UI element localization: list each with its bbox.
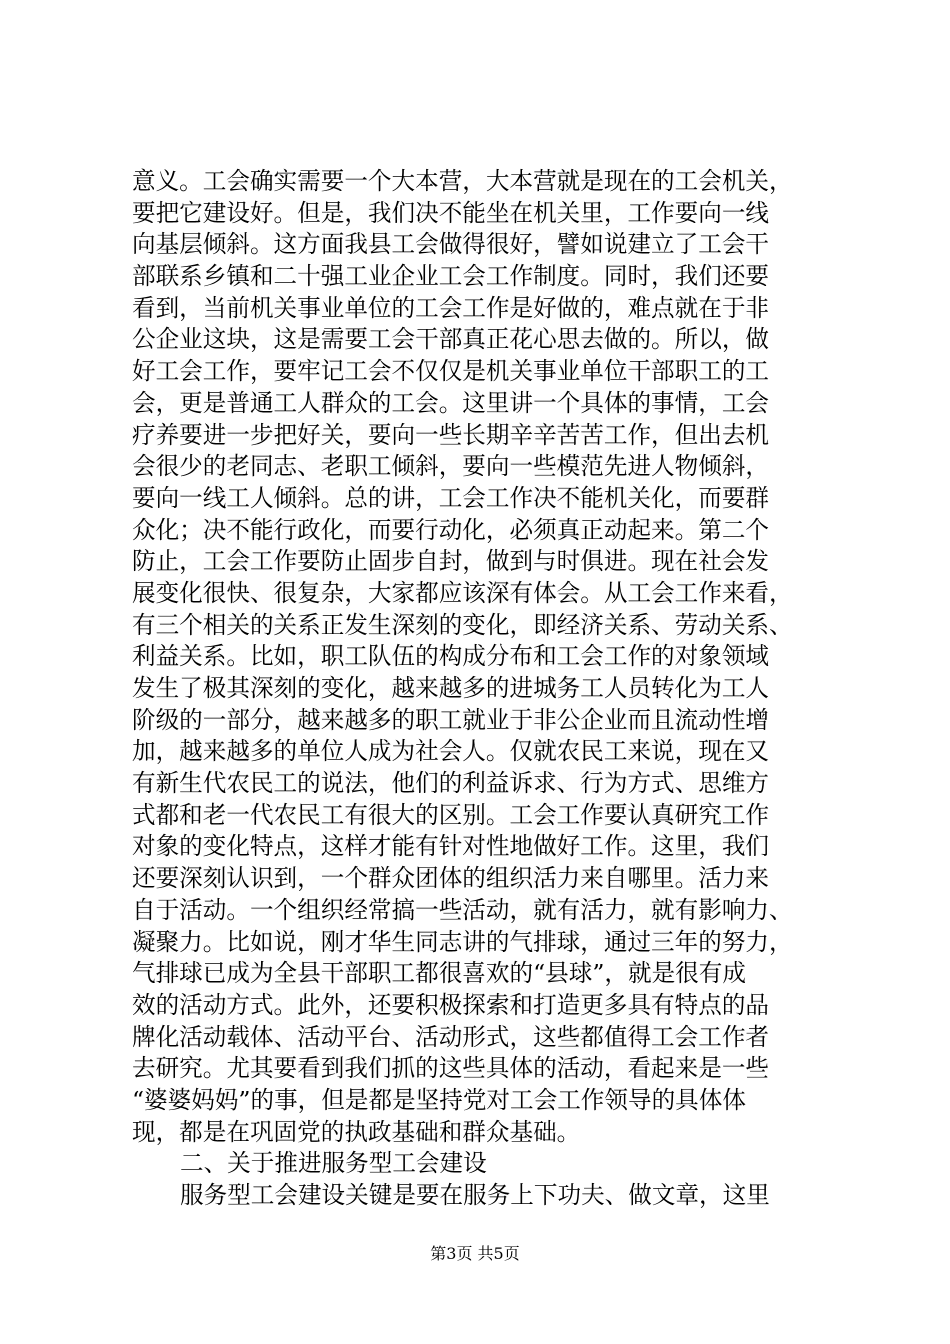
text-line-5: 看到，当前机关事业单位的工会工作是好做的，难点就在于非 — [132, 293, 770, 322]
text-line-20: 有新生代农民工的说法，他们的利益诉求、行为方式、思维方 — [132, 769, 770, 798]
text-line-29: 去研究。尤其要看到我们抓的这些具体的活动，看起来是一些 — [132, 1054, 770, 1083]
document-body — [132, 166, 822, 1212]
text-line-19: 加，越来越多的单位人成为社会人。仅就农民工来说，现在又 — [132, 737, 770, 766]
text-line-6: 公企业这块，这是需要工会干部真正花心思去做的。所以，做 — [132, 325, 770, 354]
text-line-10: 会很少的老同志、老职工倾斜，要向一些模范先进人物倾斜， — [132, 452, 770, 481]
text-line-8: 会，更是普通工人群众的工会。这里讲一个具体的事情，工会 — [132, 388, 770, 417]
text-line-25: 凝聚力。比如说，刚才华生同志讲的气排球，通过三年的努力， — [132, 927, 793, 956]
text-line-23: 还要深刻认识到，一个群众团体的组织活力来自哪里。活力来 — [132, 864, 770, 893]
text-line-13: 防止，工会工作要防止固步自封，做到与时俱进。现在社会发 — [132, 547, 770, 576]
text-line-17: 发生了极其深刻的变化，越来越多的进城务工人员转化为工人 — [132, 674, 770, 702]
text-line-27: 效的活动方式。此外，还要积极探索和打造更多具有特点的品 — [132, 990, 770, 1019]
text-line-30: “婆婆妈妈”的事，但是都是坚持党对工会工作领导的具体体 — [132, 1085, 746, 1114]
text-line-7: 好工会工作，要牢记工会不仅仅是机关事业单位干部职工的工 — [132, 357, 770, 386]
text-line-12: 众化；决不能行政化，而要行动化，必须真正动起来。第二个 — [132, 515, 770, 544]
text-line-24: 自于活动。一个组织经常搞一些活动，就有活力，就有影响力、 — [132, 895, 793, 924]
text-line-11: 要向一线工人倾斜。总的讲，工会工作决不能机关化，而要群 — [132, 483, 770, 512]
paragraph-start-line: 服务型工会建设关键是要在服务上下功夫、做文章，这里 — [180, 1181, 770, 1209]
text-line-28: 牌化活动载体、活动平台、活动形式，这些都值得工会工作者 — [132, 1022, 770, 1051]
text-line-16: 利益关系。比如，职工队伍的构成分布和工会工作的对象领域 — [132, 642, 770, 671]
text-line-9: 疗养要进一步把好关，要向一些长期辛辛苦苦工作，但出去机 — [132, 420, 770, 449]
text-line-14: 展变化很快、很复杂，大家都应该深有体会。从工会工作来看， — [132, 578, 793, 607]
page-number-footer: 第3页 共5页 — [430, 1244, 520, 1263]
text-line-22: 对象的变化特点，这样才能有针对性地做好工作。这里，我们 — [132, 832, 770, 861]
text-line-1: 意义。工会确实需要一个大本营，大本营就是现在的工会机关， — [132, 167, 793, 195]
text-line-3: 向基层倾斜。这方面我县工会做得很好，譬如说建立了工会干 — [132, 230, 770, 259]
text-line-15: 有三个相关的关系正发生深刻的变化，即经济关系、劳动关系、 — [132, 610, 793, 639]
text-line-26: 气排球已成为全县干部职工都很喜欢的“县球”，就是很有成 — [132, 959, 746, 988]
text-line-31: 现，都是在巩固党的执政基础和群众基础。 — [132, 1117, 581, 1146]
text-line-21: 式都和老一代农民工有很大的区别。工会工作要认真研究工作 — [132, 800, 770, 829]
section-heading: 二、关于推进服务型工会建设 — [180, 1149, 487, 1178]
text-line-4: 部联系乡镇和二十强工业企业工会工作制度。同时，我们还要 — [132, 262, 770, 291]
text-line-2: 要把它建设好。但是，我们决不能坐在机关里，工作要向一线 — [132, 198, 770, 227]
text-line-18: 阶级的一部分，越来越多的职工就业于非公企业而且流动性增 — [132, 705, 770, 734]
